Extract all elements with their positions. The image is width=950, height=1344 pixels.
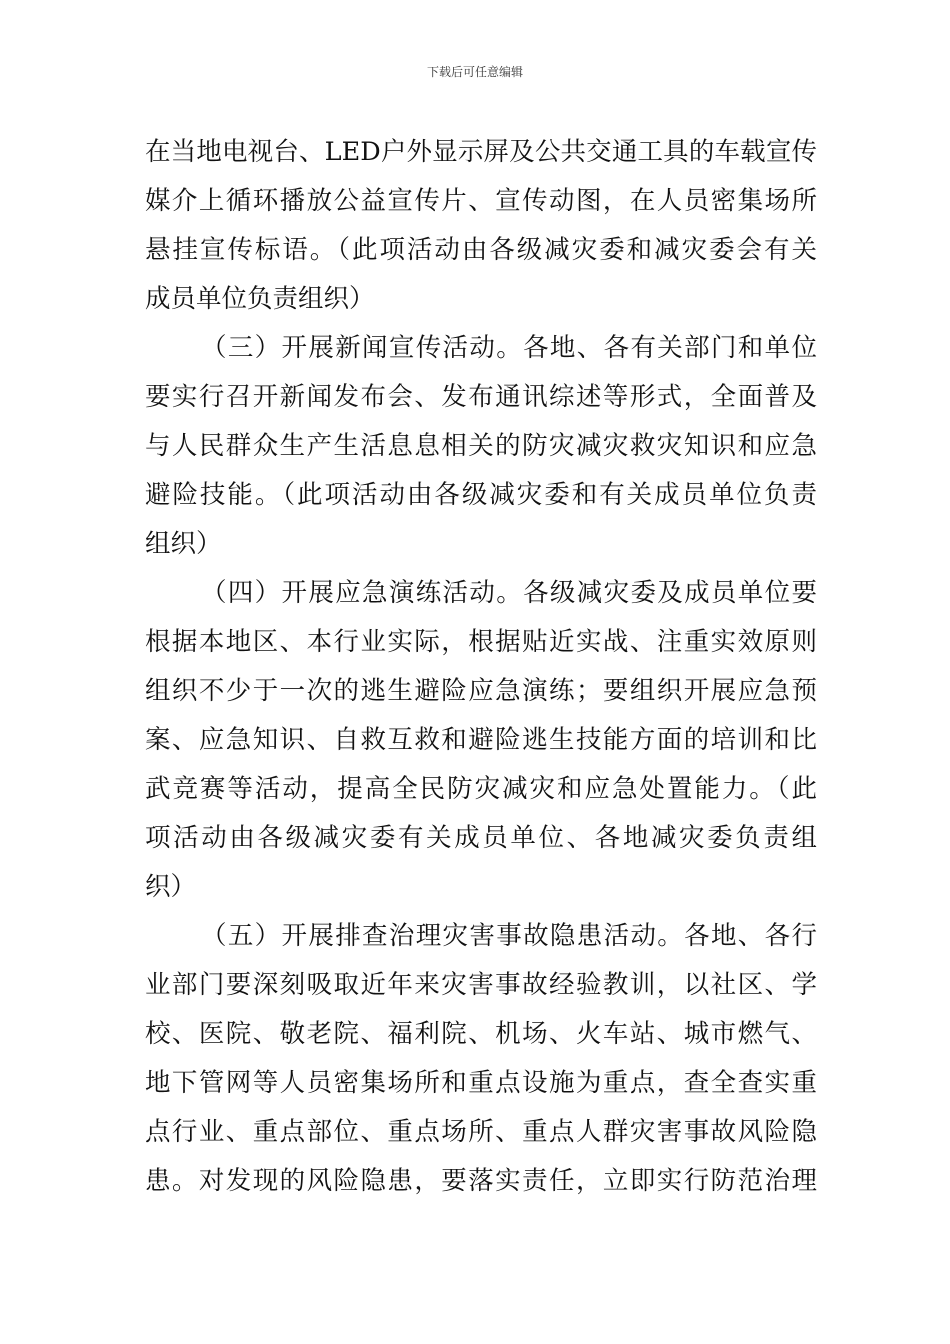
text-line: （三）开展新闻宣传活动。各地、各有关部门和单位: [201, 333, 817, 363]
text-line: 患。对发现的风险隐患，要落实责任，立即实行防范治理: [145, 1166, 817, 1196]
text-line: 悬挂宣传标语。（此项活动由各级减灾委和减灾委会有关: [145, 235, 817, 265]
text-line: 组织）: [145, 529, 222, 559]
text-line: 业部门要深刻吸取近年来灾害事故经验教训，以社区、学: [145, 970, 817, 1000]
page-header: 下载后可任意编辑: [426, 65, 523, 79]
text-line: 地下管网等人员密集场所和重点设施为重点，查全查实重: [145, 1068, 817, 1098]
document-body: [145, 128, 817, 1206]
text-line: （四）开展应急演练活动。各级减灾委及成员单位要: [201, 578, 817, 608]
text-line: 校、医院、敬老院、福利院、机场、火车站、城市燃气、: [145, 1019, 817, 1049]
text-line: 武竞赛等活动，提高全民防灾减灾和应急处置能力。（此: [145, 774, 817, 804]
paragraph-continuation: [145, 128, 817, 324]
text-line: 案、应急知识、自救互救和避险逃生技能方面的培训和比: [145, 725, 817, 755]
text-line: 根据本地区、本行业实际，根据贴近实战、注重实效原则: [145, 627, 817, 657]
text-line: 织）: [145, 872, 197, 902]
text-line: （五）开展排查治理灾害事故隐患活动。各地、各行: [201, 921, 817, 951]
paragraph-hazard-inspection: [145, 912, 817, 1206]
text-line: 要实行召开新闻发布会、发布通讯综述等形式，全面普及: [145, 382, 817, 412]
text-line: 项活动由各级减灾委有关成员单位、各地减灾委负责组: [145, 823, 817, 853]
text-line: 成员单位负责组织）: [145, 284, 375, 314]
paragraph-news-publicity: [145, 324, 817, 569]
text-line: 避险技能。（此项活动由各级减灾委和有关成员单位负责: [145, 480, 817, 510]
paragraph-emergency-drill: [145, 569, 817, 912]
text-line: 点行业、重点部位、重点场所、重点人群灾害事故风险隐: [145, 1117, 817, 1147]
text-line: 与人民群众生产生活息息相关的防灾减灾救灾知识和应急: [145, 431, 817, 461]
text-line: 组织不少于一次的逃生避险应急演练；要组织开展应急预: [145, 676, 817, 706]
text-line: 媒介上循环播放公益宣传片、宣传动图，在人员密集场所: [145, 186, 817, 216]
text-line: 在当地电视台、LED户外显示屏及公共交通工具的车载宣传: [145, 137, 817, 167]
